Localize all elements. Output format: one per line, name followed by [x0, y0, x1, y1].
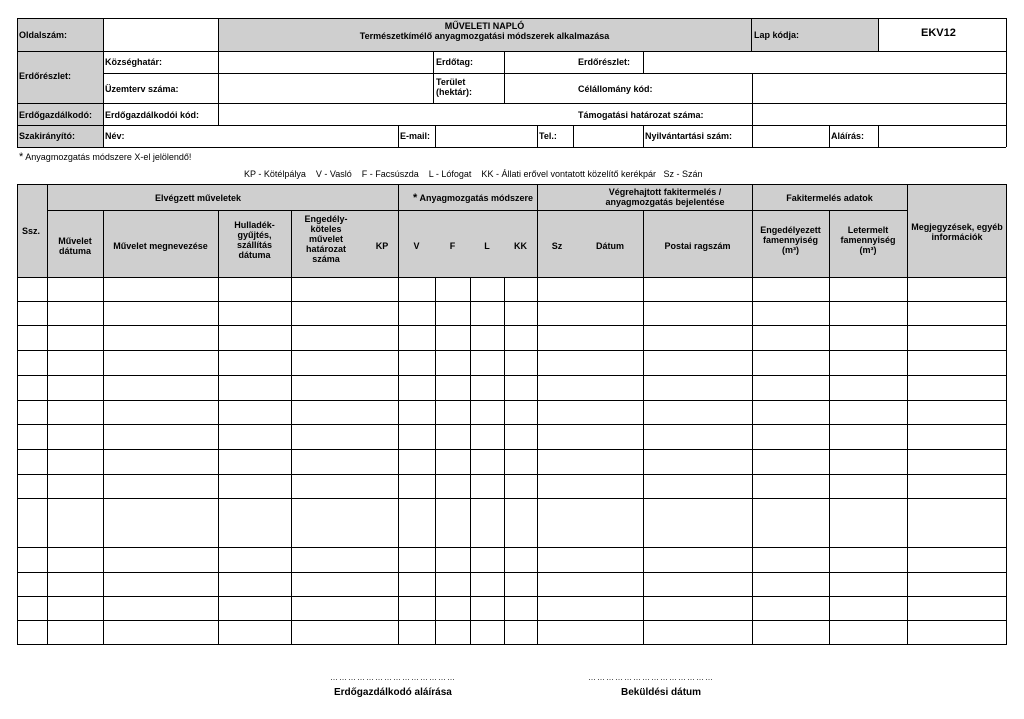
- header-anyagmozgatas: * Anyagmozgatás módszere: [413, 192, 533, 204]
- header-fakitermeles: Fakitermelés adatok: [786, 193, 873, 203]
- header-engedely: Engedély-köteles művelet határozat száma: [304, 214, 348, 264]
- header-v: V: [413, 241, 420, 251]
- form-title: [218, 21, 751, 41]
- header-ssz: Ssz.: [22, 226, 41, 236]
- lap-kodja-label: Lap kódja:: [754, 30, 800, 40]
- table-row: [17, 596, 1007, 597]
- date-dots: ……………………………………: [588, 673, 714, 682]
- header-vegrehajtott: Végrehajtott fakitermelés / anyagmozgatás bejelentése: [605, 187, 725, 207]
- method-legend: KP - Kötélpálya V - Vasló F - Facsúszda L - Lófogat KK - Állati erővel vontatott közelítő kerékpár Sz - Szán: [244, 169, 703, 179]
- asterisk-note-text: Anyagmozgatás módszere X-el jelölendő!: [25, 152, 192, 162]
- szakiranyito-label: Szakirányító:: [19, 131, 76, 141]
- form-title-line2: Természetkímélő anyagmozgatási módszerek alkalmazása: [359, 31, 610, 41]
- alairas-label: Aláírás:: [831, 131, 865, 141]
- header-anyagmozgatas-text: Anyagmozgatás módszere: [419, 193, 533, 203]
- erdogazdalkodo-label: Erdőgazdálkodó:: [19, 110, 93, 120]
- table-row: [17, 424, 1007, 425]
- signature-dots: ……………………………………: [330, 673, 456, 682]
- table-row: [17, 449, 1007, 450]
- erdoreszlet-label: Erdőrészlet:: [19, 71, 72, 81]
- terulet-label: Terület (hektár):: [436, 77, 473, 97]
- header-postai: Postai ragszám: [664, 241, 731, 251]
- header-kp: KP: [375, 241, 389, 251]
- nyilvantartasi-label: Nyilvántartási szám:: [645, 131, 733, 141]
- bekuldesi-datum: Beküldési dátum: [621, 687, 702, 698]
- kozseghatar-label: Községhatár:: [105, 57, 163, 67]
- asterisk-note: * Anyagmozgatás módszere X-el jelölendő!: [19, 151, 192, 163]
- header-megjegyzesek: Megjegyzések, egyéb információk: [911, 222, 1003, 242]
- uzemterv-label: Üzemterv száma:: [105, 84, 179, 94]
- table-row: [17, 547, 1007, 548]
- tamogatasi-label: Támogatási határozat száma:: [578, 110, 704, 120]
- erdoreszlet2-label: Erdőrészlet:: [578, 57, 631, 67]
- celallomany-label: Célállomány kód:: [578, 84, 653, 94]
- header-hulladek: Hulladék-gyűjtés, szállítás dátuma: [234, 220, 275, 260]
- oldalszam-label: Oldalszám:: [19, 30, 68, 40]
- email-label: E-mail:: [400, 131, 431, 141]
- table-row: [17, 350, 1007, 351]
- table-row: [17, 620, 1007, 621]
- header-sz: Sz: [551, 241, 563, 251]
- header-letermelt: Letermelt famennyiség (m³): [840, 225, 896, 255]
- table-row: [17, 572, 1007, 573]
- table-row: [17, 474, 1007, 475]
- header-l: L: [484, 241, 490, 251]
- nev-label: Név:: [105, 131, 125, 141]
- erdogazdalkodoi-kod-label: Erdőgazdálkodói kód:: [105, 110, 200, 120]
- lap-kodja-value: EKV12: [921, 27, 956, 39]
- table-row: [17, 400, 1007, 401]
- table-row: [17, 498, 1007, 499]
- header-f: F: [449, 241, 456, 251]
- header-muvelet-megnevezese: Művelet megnevezése: [113, 241, 208, 251]
- header-datum: Dátum: [595, 241, 624, 251]
- erdotag-label: Erdőtag:: [436, 57, 473, 67]
- header-muvelet-datuma: Művelet dátuma: [58, 236, 92, 256]
- tel-label: Tel.:: [539, 131, 557, 141]
- table-row: [17, 375, 1007, 376]
- header-engedelyezett: Engedélyezett famennyiség (m³): [760, 225, 821, 255]
- header-elvegzett: Elvégzett műveletek: [154, 193, 242, 203]
- erdogazdalkodo-alairasa: Erdőgazdálkodó aláírása: [334, 687, 452, 698]
- table-row: [17, 301, 1007, 302]
- form-title-line1: MŰVELETI NAPLÓ: [444, 21, 525, 31]
- table-row: [17, 325, 1007, 326]
- header-kk: KK: [514, 241, 527, 251]
